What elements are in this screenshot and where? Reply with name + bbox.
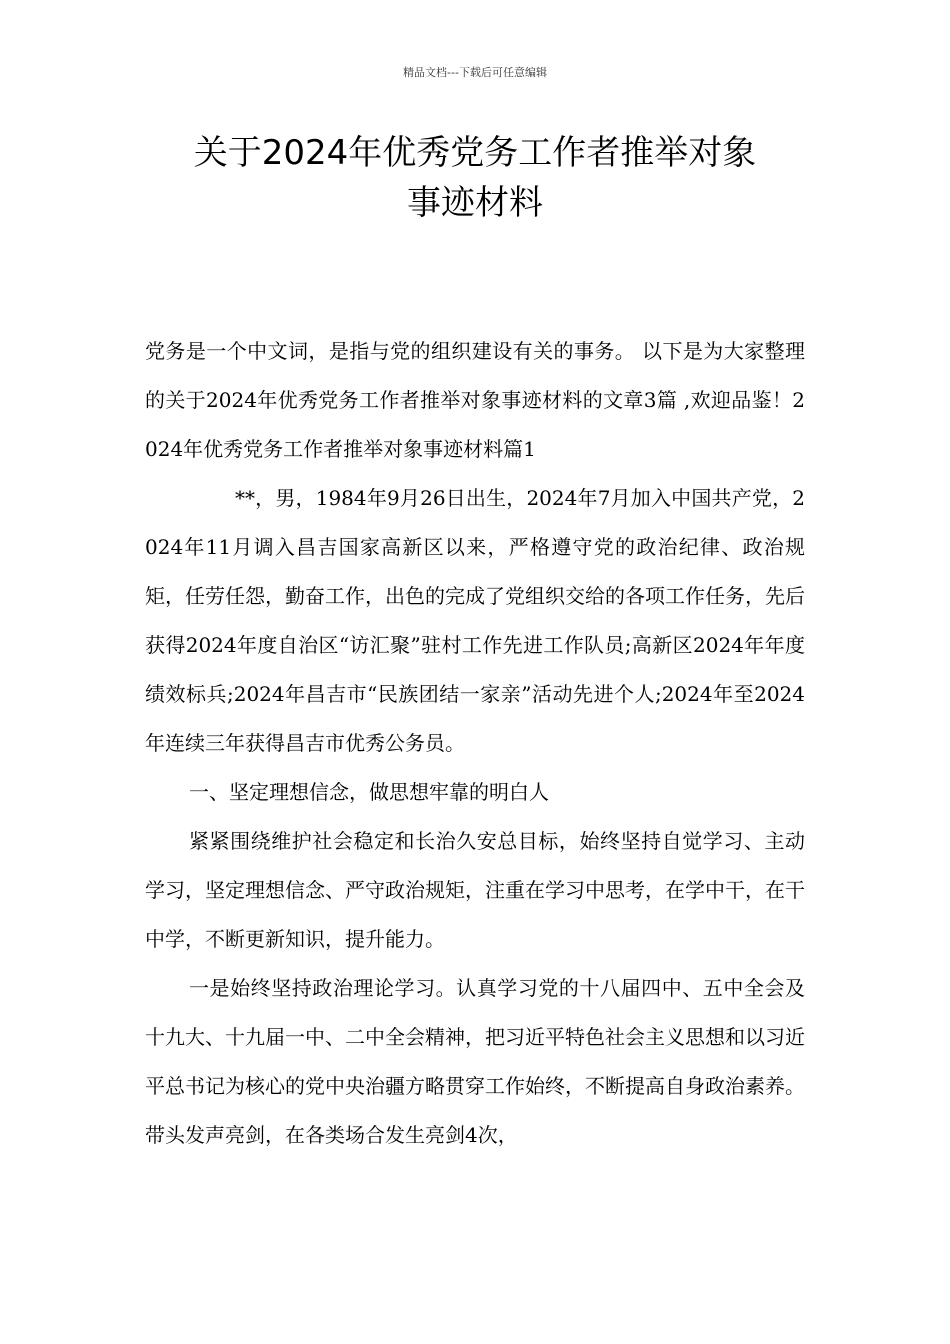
title-line-1: 关于2024年优秀党务工作者推举对象 bbox=[193, 133, 757, 173]
intro-paragraph: 党务是一个中文词，是指与党的组织建设有关的事务。 以下是为大家整理的关于2024年优秀党务工作者推举对象事迹材料的文章3篇 ,欢迎品鉴！2024年优秀党务工作者推举对象事迹材料篇1 bbox=[145, 339, 805, 461]
title-line-2: 事迹材料 bbox=[407, 183, 543, 223]
profile-paragraph: **，男，1984年9月26日出生，2024年7月加入中国共产党，2024年11月调入昌吉国家高新区以来，严格遵守党的政治纪律、政治规矩，任劳任怨，勤奋工作，出色的完成了党组织交给的各项工作任务，先后获得2024年度自治区“访汇聚”驻村工作先进工作队员;高新区2024年年度绩效标兵;2024年昌吉市“民族团结一家亲”活动先进个人;2024年至2024年连续三年获得昌吉市优秀公务员。 bbox=[145, 486, 805, 755]
page-header: 精品文档---下载后可任意编辑 bbox=[403, 66, 547, 79]
section-heading: 一、坚定理想信念，做思想牢靠的明白人 bbox=[189, 780, 549, 804]
document-body bbox=[145, 327, 805, 1160]
document-title bbox=[100, 128, 850, 228]
section-paragraph: 一是始终坚持政治理论学习。认真学习党的十八届四中、五中全会及十九大、十九届一中、二中全会精神，把习近平特色社会主义思想和以习近平总书记为核心的党中央治疆方略贯穿工作始终，不断提高自身政治素养。带头发声亮剑，在各类场合发生亮剑4次， bbox=[145, 976, 805, 1147]
section-paragraph: 紧紧围绕维护社会稳定和长治久安总目标，始终坚持自觉学习、主动学习，坚定理想信念、严守政治规矩，注重在学习中思考，在学中干，在干中学，不断更新知识，提升能力。 bbox=[145, 829, 805, 951]
